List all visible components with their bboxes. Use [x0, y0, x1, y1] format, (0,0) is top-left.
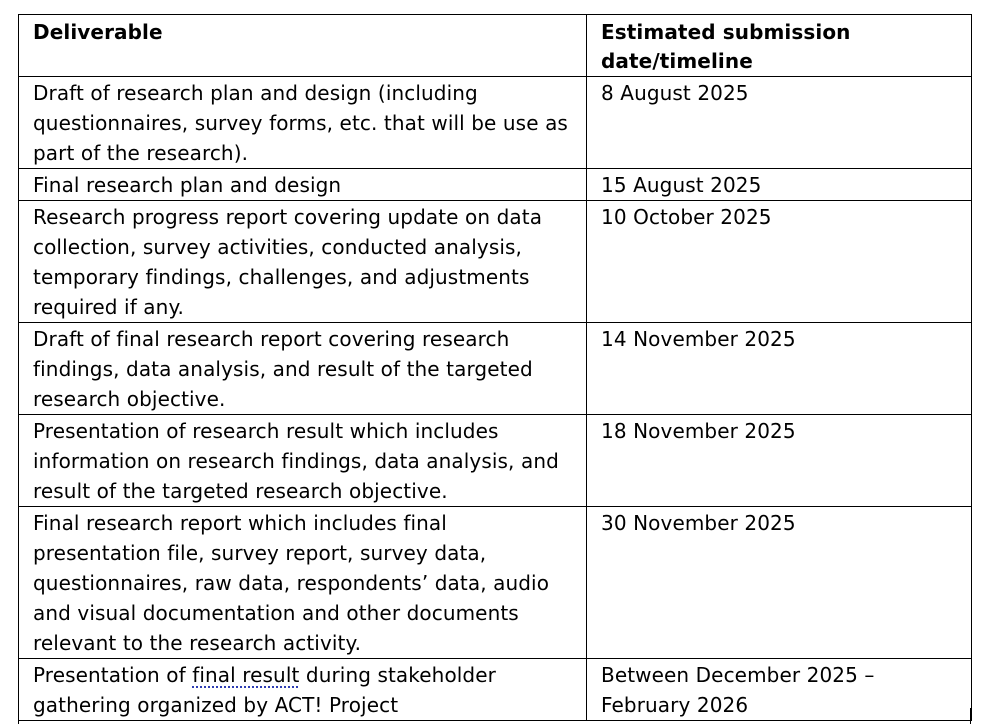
deliverable-cell: Draft of research plan and design (including questionnaires, survey forms, etc. that will be use as part of the research). — [19, 77, 587, 169]
header-date: Estimated submission date/timeline — [587, 15, 972, 77]
table-row — [19, 201, 972, 323]
date-cell: 8 August 2025 — [587, 77, 972, 169]
date-cell: 18 November 2025 — [587, 415, 972, 507]
date-cell: 14 November 2025 — [587, 323, 972, 415]
header-deliverable: Deliverable — [19, 15, 587, 77]
deliverable-cell: Research progress report covering update on data collection, survey activities, conducted analysis, temporary findings, challenges, and adjustments required if any. — [19, 201, 587, 323]
deliverable-cell: Presentation of research result which includes information on research findings, data analysis, and result of the targeted research objective. — [19, 415, 587, 507]
date-cell: 15 August 2025 — [587, 169, 972, 201]
table-continuation — [18, 708, 971, 724]
deliverable-text-end: during stakeholder gathering organized by ACT! Project — [33, 663, 496, 717]
table-header — [19, 15, 972, 77]
table-row — [19, 415, 972, 507]
deliverables-table — [18, 14, 972, 721]
table-body — [19, 77, 972, 721]
date-cell: Between December 2025 – February 2026 — [587, 659, 972, 721]
table-row — [19, 77, 972, 169]
date-cell: 30 November 2025 — [587, 507, 972, 659]
table-row — [19, 507, 972, 659]
table-row — [19, 169, 972, 201]
deliverable-cell: Final research plan and design — [19, 169, 587, 201]
deliverable-text-start: Presentation of — [33, 663, 193, 687]
deliverable-cell: Final research report which includes final presentation file, survey report, survey data, questionnaires, raw data, respondents’ data, audio and visual documentation and other documents relevant to the research activity. — [19, 507, 587, 659]
date-cell: 10 October 2025 — [587, 201, 972, 323]
table-row — [19, 323, 972, 415]
spellcheck-flagged-text[interactable]: final result — [192, 663, 300, 687]
header-row — [19, 15, 972, 77]
deliverable-cell: Draft of final research report covering research findings, data analysis, and result of the targeted research objective. — [19, 323, 587, 415]
